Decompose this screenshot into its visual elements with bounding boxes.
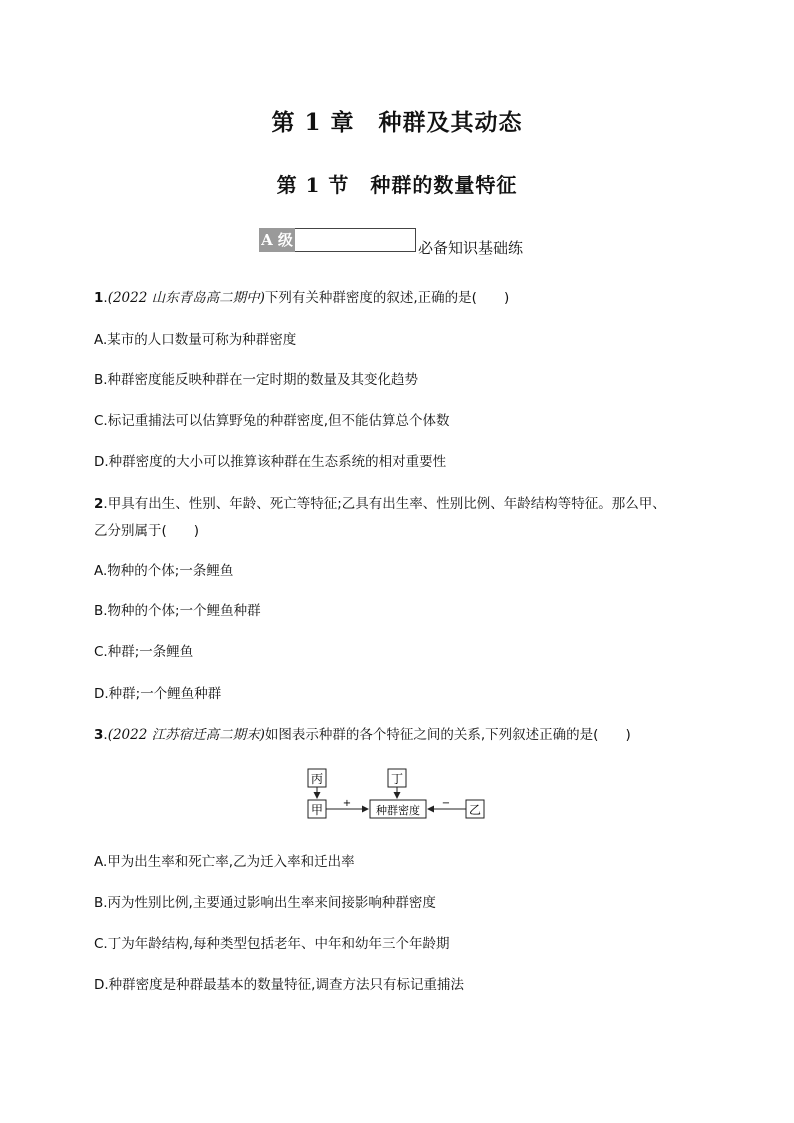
diagram-label-center: 种群密度: [376, 804, 420, 817]
question-1-option-b[interactable]: B.种群密度能反映种群在一定时期的数量及其变化趋势: [94, 372, 419, 388]
question-source: (2022 江苏宿迁高二期末): [107, 727, 265, 743]
section-title: 第 1 节 种群的数量特征: [276, 173, 518, 197]
question-number: 3: [94, 727, 104, 743]
question-text: 如图表示种群的各个特征之间的关系,下列叙述正确的是( ): [264, 727, 631, 743]
question-3-option-b[interactable]: B.丙为性别比例,主要通过影响出生率来间接影响种群密度: [94, 895, 436, 911]
diagram-box-jia: [308, 800, 326, 818]
population-characteristics-diagram: [300, 766, 496, 822]
diagram-box-ding: [388, 769, 406, 787]
level-label: 必备知识基础练: [418, 239, 524, 257]
question-2-option-a[interactable]: A.物种的个体;一条鲤鱼: [94, 563, 234, 579]
chapter-title: 第 1 章 种群及其动态: [271, 109, 523, 136]
question-2-stem: 2.甲具有出生、性别、年龄、死亡等特征;乙具有出生率、性别比例、年龄结构等特征。那么甲、: [94, 496, 666, 512]
question-1-option-d[interactable]: D.种群密度的大小可以推算该种群在生态系统的相对重要性: [94, 454, 447, 470]
question-2-option-d[interactable]: D.种群;一个鲤鱼种群: [94, 686, 222, 702]
question-number: 2: [94, 496, 104, 512]
diagram-plus-sign: +: [342, 798, 352, 809]
diagram-label-ding: 丁: [390, 772, 404, 786]
diagram-label-yi: 乙: [468, 803, 482, 817]
question-text: 下列有关种群密度的叙述,正确的是( ): [264, 290, 510, 306]
question-number: 1: [94, 290, 104, 306]
question-2-option-c[interactable]: C.种群;一条鲤鱼: [94, 644, 194, 660]
question-text: 甲具有出生、性别、年龄、死亡等特征;乙具有出生率、性别比例、年龄结构等特征。那么甲、: [107, 496, 666, 512]
question-1-stem: 1.(2022 山东青岛高二期中)下列有关种群密度的叙述,正确的是( ): [94, 290, 510, 306]
diagram-label-jia: 甲: [310, 803, 324, 817]
diagram-minus-sign: −: [441, 798, 451, 809]
diagram-box-yi: [466, 800, 484, 818]
question-2-option-b[interactable]: B.物种的个体;一个鲤鱼种群: [94, 603, 261, 619]
level-box: [295, 228, 416, 252]
level-badge: A 级: [259, 228, 295, 252]
diagram-label-bing: 丙: [310, 772, 324, 786]
question-3-option-a[interactable]: A.甲为出生率和死亡率,乙为迁入率和迁出率: [94, 854, 355, 870]
question-2-stem-line2: 乙分别属于( ): [94, 523, 200, 539]
question-3-option-c[interactable]: C.丁为年龄结构,每种类型包括老年、中年和幼年三个年龄期: [94, 936, 450, 952]
question-1-option-c[interactable]: C.标记重捕法可以估算野兔的种群密度,但不能估算总个体数: [94, 413, 450, 429]
question-1-option-a[interactable]: A.某市的人口数量可称为种群密度: [94, 332, 297, 348]
question-source: (2022 山东青岛高二期中): [107, 290, 265, 306]
question-3-option-d[interactable]: D.种群密度是种群最基本的数量特征,调查方法只有标记重捕法: [94, 977, 464, 993]
question-3-stem: 3.(2022 江苏宿迁高二期末)如图表示种群的各个特征之间的关系,下列叙述正确的是( ): [94, 727, 631, 743]
diagram-box-center: [370, 800, 426, 818]
diagram-box-bing: [308, 769, 326, 787]
